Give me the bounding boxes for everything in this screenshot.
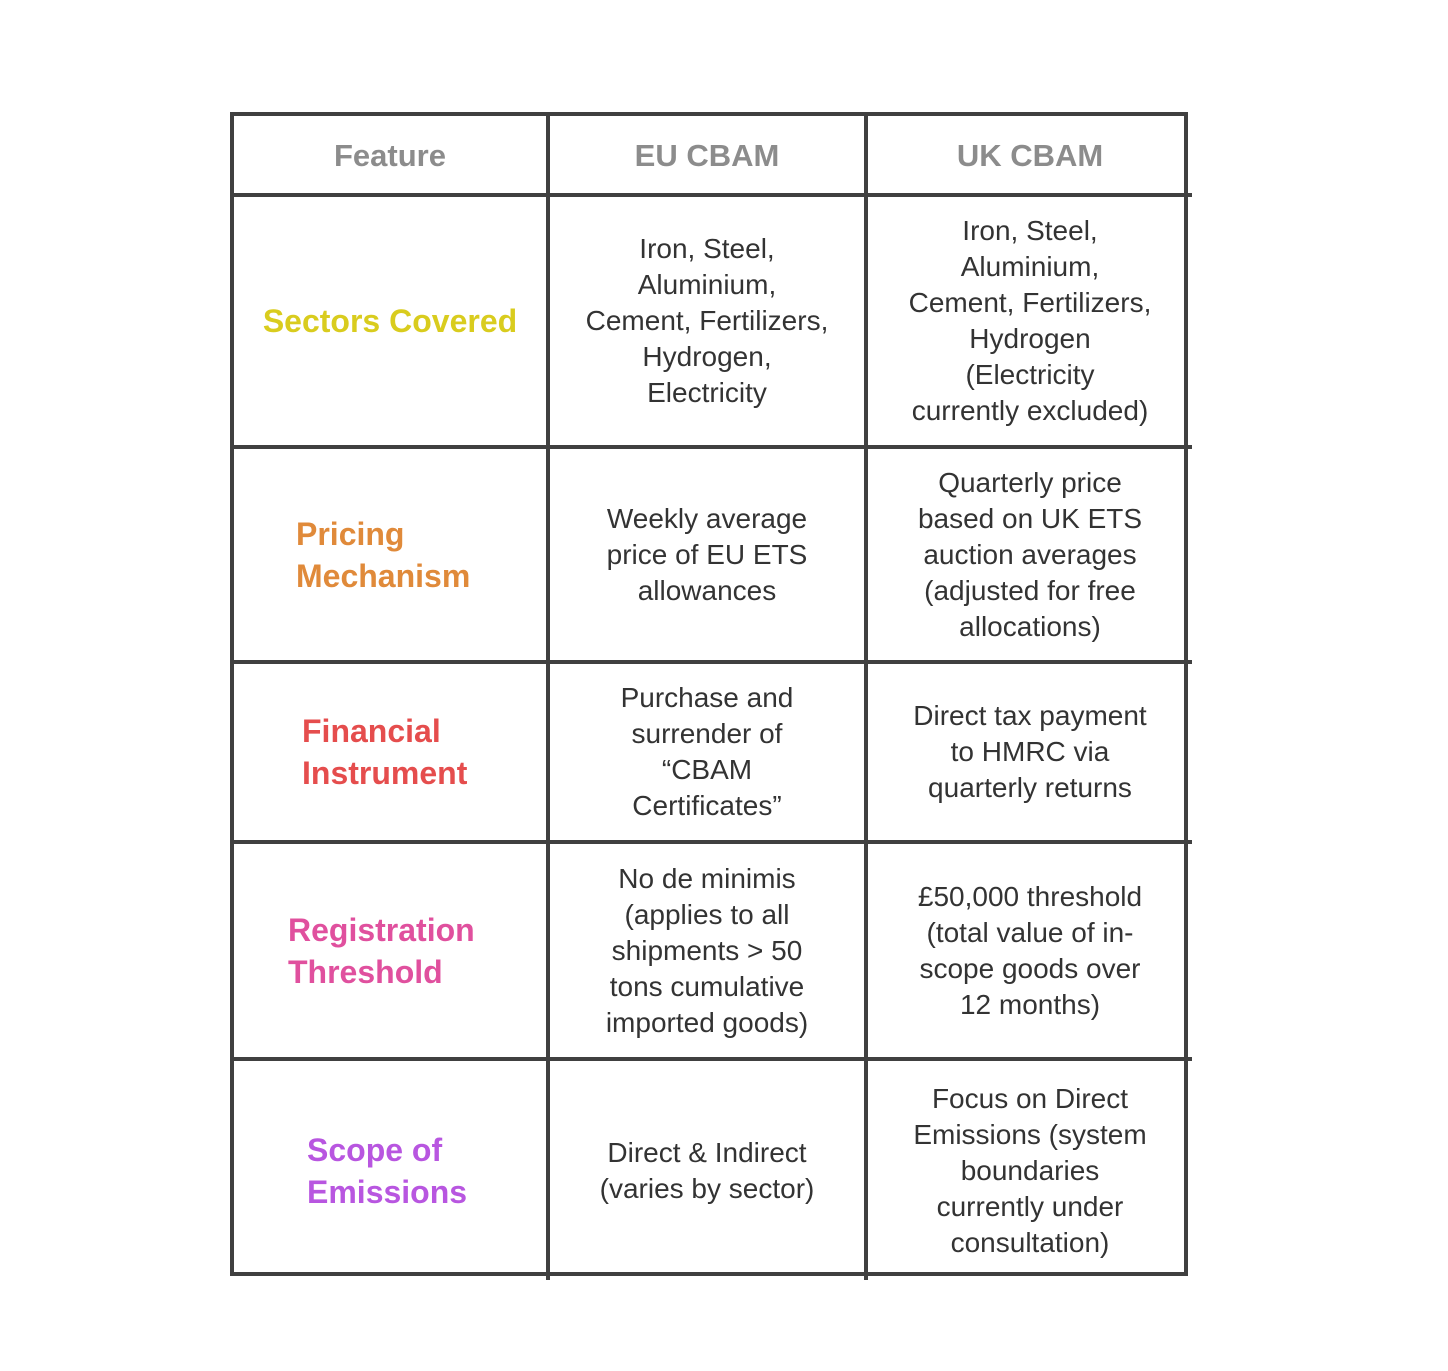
feature-label-line: Sectors Covered [262,303,518,339]
feature-label-line: Instrument [302,755,468,791]
comparison-table [230,112,1188,1276]
uk-scope-of-emissions: Focus on Direct Emissions (system boundaries currently under consultation) [913,1082,1147,1258]
uk-pricing-mechanism: Quarterly price based on UK ETS auction averages (adjusted for free allocations) [868,449,1192,664]
eu-sectors-covered: Iron, Steel, Aluminium, Cement, Fertilizers, Hydrogen, Electricity [550,197,868,449]
header-uk-cbam: UK CBAM [868,116,1192,197]
feature-label [307,1129,467,1213]
uk-sectors-covered: Iron, Steel, Aluminium, Cement, Fertilizers, Hydrogen (Electricity currently excluded) [868,197,1192,449]
eu-scope-of-emissions: Direct & Indirect (varies by sector) [550,1061,868,1280]
feature-pricing-mechanism [234,449,550,664]
feature-registration-threshold [234,844,550,1061]
feature-label [302,710,467,794]
feature-label-line: Registration [288,911,475,948]
feature-label [263,300,517,342]
feature-label [288,909,475,993]
header-eu-cbam: EU CBAM [550,116,868,197]
feature-label-line: Threshold [288,953,443,990]
eu-pricing-mechanism: Weekly average price of EU ETS allowances [550,449,868,664]
feature-label-line: Mechanism [296,557,471,594]
feature-label-line: Financial [302,713,441,749]
feature-label-line: Scope of [307,1131,443,1168]
uk-financial-instrument: Direct tax payment to HMRC via quarterly returns [868,664,1192,844]
feature-financial-instrument [234,664,550,844]
feature-sectors-covered [234,197,550,449]
feature-scope-of-emissions [234,1061,550,1280]
feature-label-line: Emissions [307,1173,468,1210]
eu-registration-threshold: No de minimis (applies to all shipments > 50 tons cumulative imported goods) [550,844,868,1061]
eu-financial-instrument: Purchase and surrender of “CBAM Certificates” [550,664,868,844]
header-feature: Feature [234,116,550,197]
feature-label [296,513,470,597]
uk-registration-threshold: £50,000 threshold (total value of in- scope goods over 12 months) [868,844,1192,1061]
feature-label-line: Pricing [296,515,405,552]
